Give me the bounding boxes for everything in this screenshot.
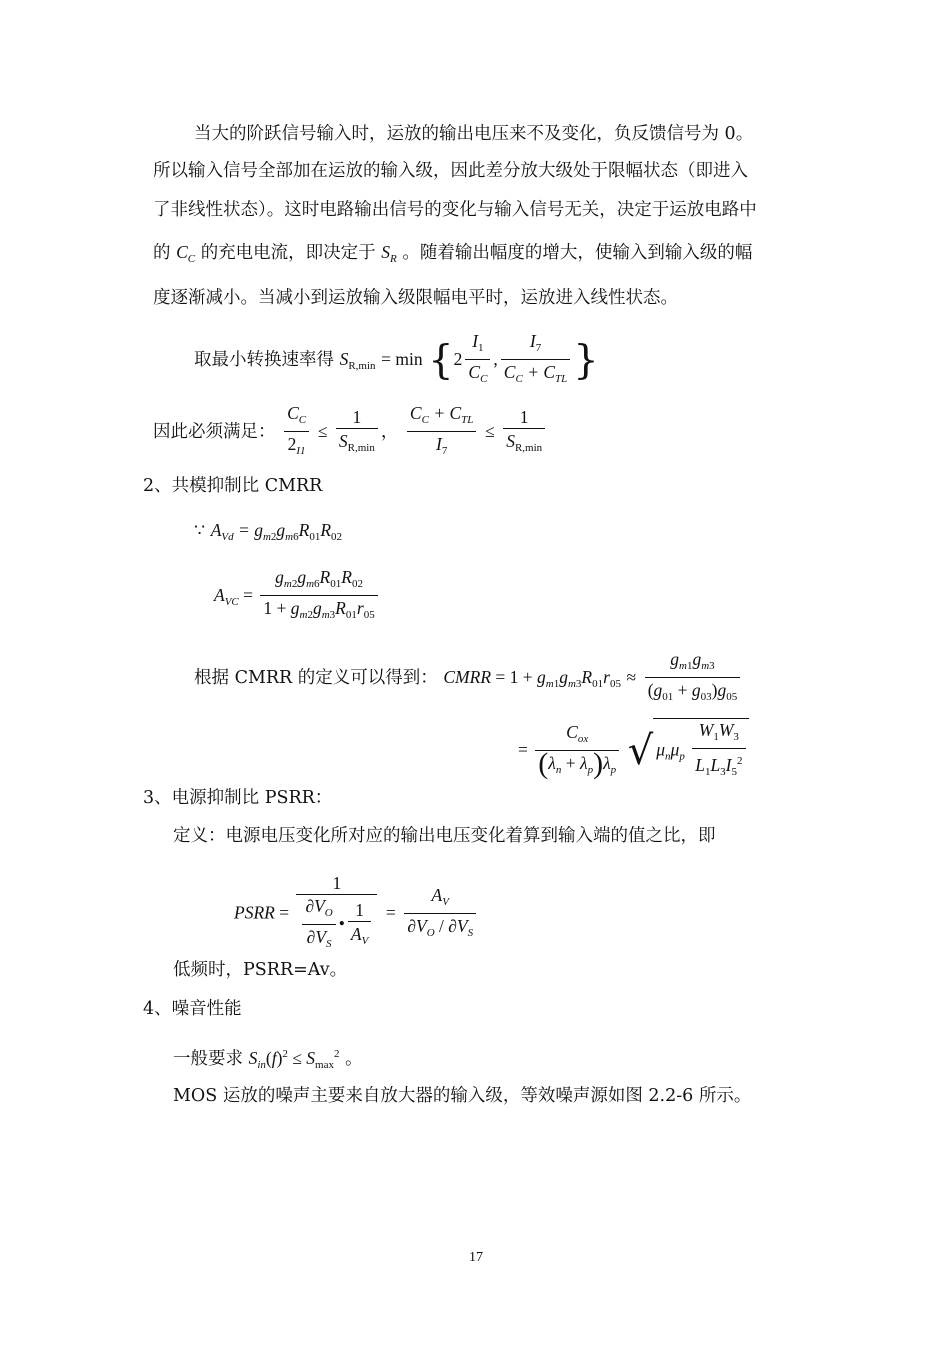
section-3-heading: 3、电源抑制比 PSRR： xyxy=(143,788,333,808)
cmrr-equation: 根据 CMRR 的定义可以得到： CMRR = $1 + g_{m1}g_{m3}R_{01}r_{05}$ ≈ $\frac{g_{m1}g_{m3}}{(g_{01} + g_{03})g_{05}}$ xyxy=(194,648,743,709)
paragraph-line-2: 所以输入信号全部加在运放的输入级，因此差分放大级处于限幅状态（即进入 xyxy=(153,161,748,181)
paragraph-line-1: 当大的阶跃信号输入时，运放的输出电压来不及变化，负反馈信号为 0。 xyxy=(194,124,754,144)
section-4-heading: 4、噪音性能 xyxy=(143,999,242,1019)
noise-requirement: 一般要求 $S_{in}(f)^2 \le S_{max}^2$ 。 xyxy=(173,1048,363,1071)
section-2-heading: 2、共模抑制比 CMRR xyxy=(143,476,323,496)
avd-equation: ∵ $A_{Vd} = g_{m2}g_{m6}R_{01}R_{02}$ xyxy=(194,520,343,543)
paragraph-line-3: 了非线性状态）。这时电路输出信号的变化与输入信号无关，决定于运放电路中 xyxy=(153,200,757,220)
condition-equation: 因此必须满足： $\frac{C_C}{2_{I1}}$ ≤ $\frac{1}{S_{R,min}}$ ， $\frac{C_C + C_{TL}}{I_7}$ ≤ $\frac{1}{S_{R,min}}$ xyxy=(153,402,548,463)
psrr-low-frequency: 低频时，PSRR=Av。 xyxy=(173,960,348,980)
paragraph-line-4: 的 $C_C$ 的充电电流，即决定于 $S_R$ 。随着输出幅度的增大，使输入到输入级的幅 xyxy=(153,242,753,265)
psrr-definition: 定义：电源电压变化所对应的输出电压变化着算到输入端的值之比，即 xyxy=(173,826,716,846)
cmrr-equation-expanded: = $\frac{C_{ox}}{(\lambda_n + \lambda_p)\lambda_p}$ √ $\mu_n\mu_p$ $\frac{W_1W_3}{L_1L_3I_5^2}$ xyxy=(518,718,749,784)
psrr-equation: PSRR = 1 $\frac{\partial V_O}{\partial V_S}$ • $\frac{1}{A_V}$ = $\frac{A_V}{\partial V_O / \partial V_S}$ xyxy=(234,872,479,956)
page-number: 17 xyxy=(469,1250,483,1265)
avc-equation: $A_{VC}$ = $\frac{g_{m2}g_{m6}R_{01}R_{02}}{1 + g_{m2}g_{m3}R_{01}r_{05}}$ xyxy=(214,566,381,627)
mos-noise-note: MOS 运放的噪声主要来自放大器的输入级，等效噪声源如图 2.2-6 所示。 xyxy=(173,1086,752,1106)
slew-rate-equation: 取最小转换速率得 $S_{R,min} = \min \{2$ $\frac{I_1}{C_C}$ , $\frac{I_7}{C_C + C_{TL}}$ } xyxy=(194,330,599,391)
paragraph-line-5: 度逐渐减小。当减小到运放输入级限幅电平时，运放进入线性状态。 xyxy=(153,288,678,308)
